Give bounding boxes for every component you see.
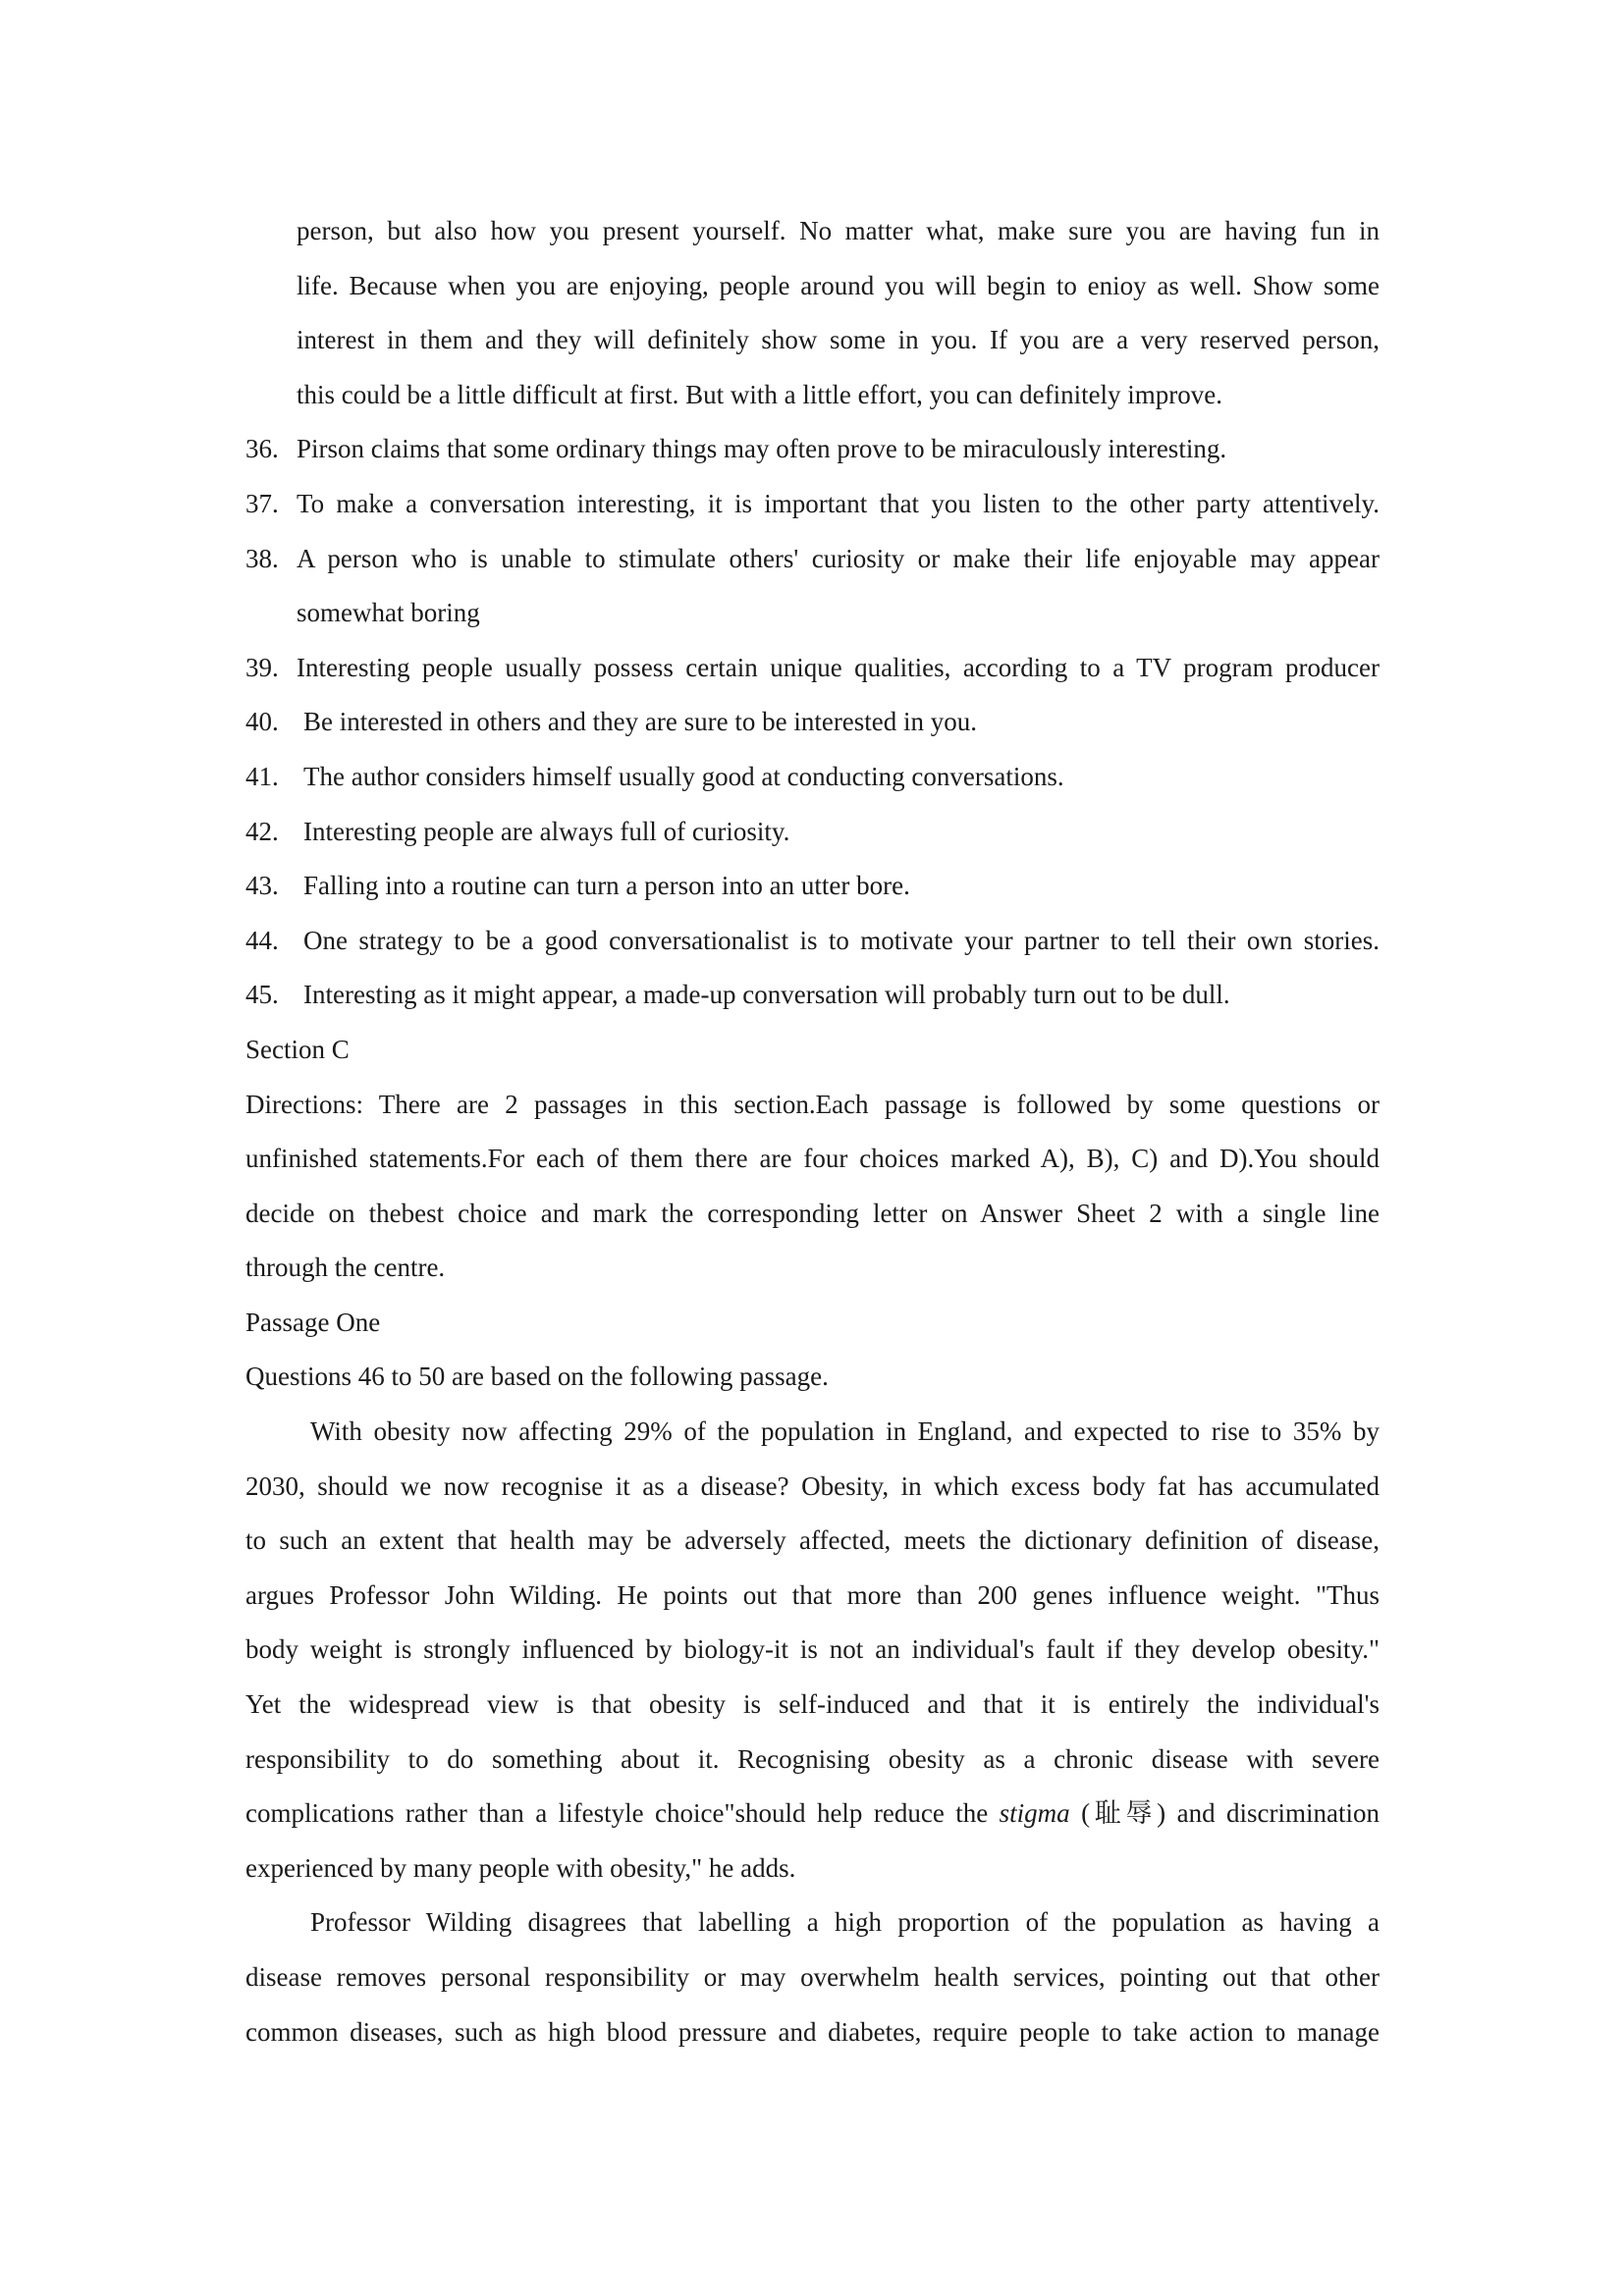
questions-note: Questions 46 to 50 are based on the following passage. <box>245 1362 829 1392</box>
text-line: experienced by many people with obesity," he adds. <box>245 1852 796 1883</box>
text-line: argues Professor John Wilding. He points out that more than 200 genes influence weight. "Thus <box>245 1579 1380 1610</box>
text-line: to such an extent that health may be adversely affected, meets the dictionary definition of disease, <box>245 1525 1380 1556</box>
statement-text: To make a conversation interesting, it is important that you listen to the other party attentively. <box>297 488 1380 518</box>
statement-text: Pirson claims that some ordinary things may often prove to be miraculously interesting. <box>297 434 1227 464</box>
statement-number: 41. <box>245 761 279 791</box>
text-line-stigma <box>245 1787 1380 1842</box>
section-heading: Section C <box>245 1034 350 1064</box>
passage-paragraph-1 <box>245 1405 1380 1896</box>
statement-number: 40. <box>245 707 279 737</box>
text-line: Directions: There are 2 passages in this section.Each passage is followed by some questions or <box>245 1089 1380 1119</box>
statement-number: 45. <box>245 980 279 1010</box>
statement-item <box>245 695 1380 750</box>
text-line: person, but also how you present yourself. No matter what, make sure you are having fun in <box>297 216 1380 245</box>
text-line: 2030, should we now recognise it as a disease? Obesity, in which excess body fat has accumulated <box>245 1470 1380 1501</box>
statement-text: A person who is unable to stimulate others' curiosity or make their life enjoyable may appear <box>297 543 1380 573</box>
text-line: this could be a little difficult at first. But with a little effort, you can definitely improve. <box>297 379 1223 409</box>
text-line: body weight is strongly influenced by biology-it is not an individual's fault if they develop obesity." <box>245 1634 1380 1665</box>
statement-text: One strategy to be a good conversationalist is to motivate your partner to tell their own stories. <box>303 925 1380 955</box>
text-line: interest in them and they will definitely show some in you. If you are a very reserved person, <box>297 325 1380 355</box>
statement-text: Interesting people usually possess certain unique qualities, according to a TV program producer <box>297 652 1380 682</box>
statement-item <box>245 968 1380 1023</box>
statement-number: 37. <box>245 488 279 518</box>
statement-text: Interesting as it might appear, a made-up conversation will probably turn out to be dull. <box>303 980 1230 1010</box>
statement-item-continuation <box>245 586 1380 641</box>
stigma-term: stigma <box>999 1798 1070 1829</box>
text-line: Yet the widespread view is that obesity is self-induced and that it is entirely the individual's <box>245 1689 1380 1720</box>
text-line: responsibility to do something about it. Recognising obesity as a chronic disease with severe <box>245 1743 1380 1774</box>
document-page <box>245 204 1380 2059</box>
text-span: (耻辱) and discrimination <box>1069 1798 1380 1829</box>
text-line: With obesity now affecting 29% of the population in England, and expected to rise to 35% by <box>310 1416 1380 1447</box>
continuation-paragraph <box>245 204 1380 422</box>
statement-item <box>245 859 1380 914</box>
statement-text: The author considers himself usually good at conducting conversations. <box>303 761 1064 791</box>
statement-text: Be interested in others and they are sure to be interested in you. <box>303 707 978 737</box>
text-line: disease removes personal responsibility or may overwhelm health services, pointing out that other <box>245 1962 1380 1992</box>
statement-text: somewhat boring <box>297 598 480 628</box>
statement-text: Falling into a routine can turn a person into an utter bore. <box>303 871 910 901</box>
statement-text: Interesting people are always full of curiosity. <box>303 816 790 846</box>
text-span: complications rather than a lifestyle choice"should help reduce the <box>245 1798 1000 1829</box>
statement-number: 38. <box>245 543 279 573</box>
statement-item <box>245 477 1380 532</box>
passage-paragraph-2 <box>245 1896 1380 2059</box>
statement-item <box>245 641 1380 696</box>
statement-number: 44. <box>245 925 279 955</box>
text-line: decide on thebest choice and mark the corresponding letter on Answer Sheet 2 with a single line <box>245 1198 1380 1228</box>
directions-paragraph <box>245 1078 1380 1296</box>
statement-number: 36. <box>245 434 279 464</box>
passage-title: Passage One <box>245 1307 381 1337</box>
statement-number: 39. <box>245 652 279 682</box>
text-line: unfinished statements.For each of them there are four choices marked A), B), C) and D).You should <box>245 1144 1380 1174</box>
text-line: life. Because when you are enjoying, people around you will begin to enioy as well. Show some <box>297 270 1380 300</box>
text-line: Professor Wilding disagrees that labelling a high proportion of the population as having a <box>310 1907 1380 1938</box>
statement-number: 43. <box>245 871 279 901</box>
text-line: common diseases, such as high blood pressure and diabetes, require people to take action to manage <box>245 2016 1380 2047</box>
statement-item <box>245 805 1380 860</box>
statement-item <box>245 750 1380 805</box>
statement-item <box>245 914 1380 969</box>
text-line: through the centre. <box>245 1253 446 1283</box>
statement-item <box>245 422 1380 477</box>
statement-list <box>245 422 1380 1023</box>
statement-number: 42. <box>245 816 279 846</box>
statement-item <box>245 532 1380 587</box>
